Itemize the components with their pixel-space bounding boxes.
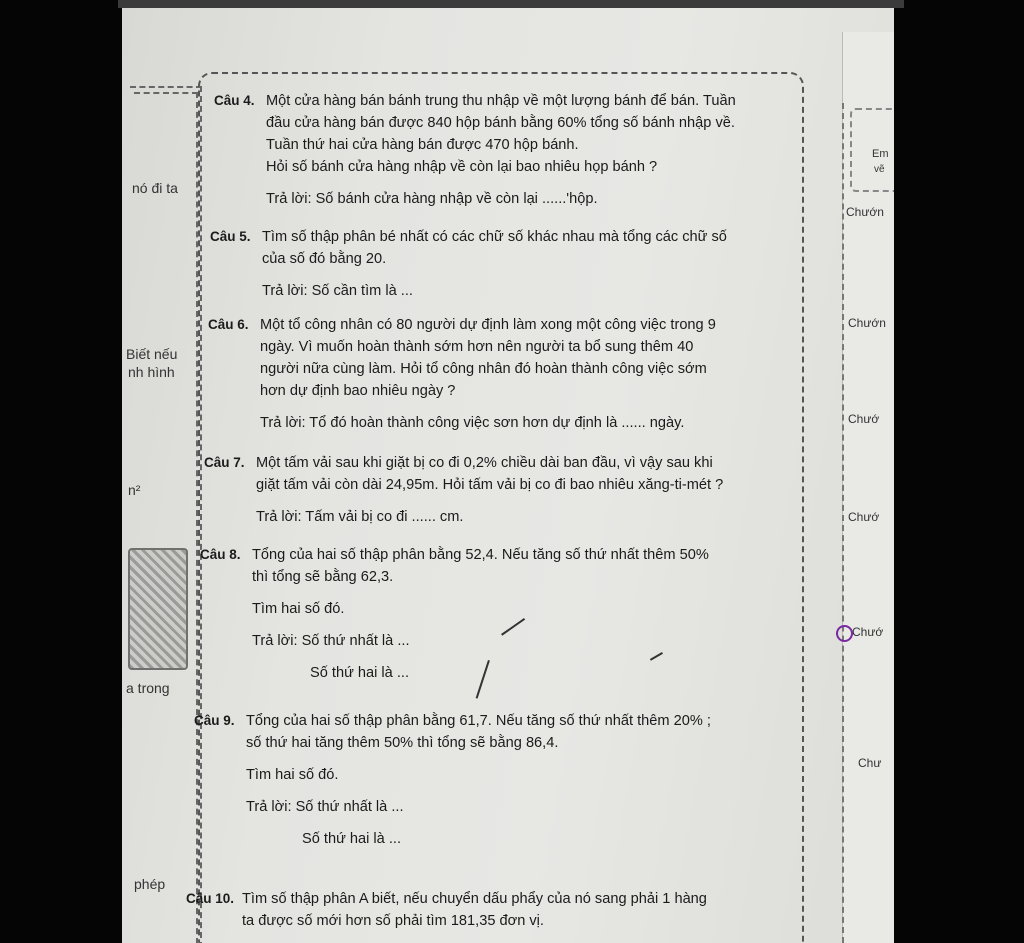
right-margin-text: Chướ bbox=[848, 510, 880, 524]
question-text: Tìm số thập phân A biết, nếu chuyển dấu phẩy của nó sang phải 1 hàng ta được số mới hơn số phải tìm 181,35 đơn vị. bbox=[242, 891, 707, 929]
answer-line: Trả lời: Tổ đó hoàn thành công việc sơn hơn dự định là ...... ngày. bbox=[260, 415, 685, 431]
instruction-line: Tìm hai số đó. bbox=[246, 767, 339, 783]
right-margin-text: Em bbox=[872, 148, 889, 160]
question-number: Câu 9. bbox=[194, 713, 235, 728]
question-number: Câu 8. bbox=[200, 547, 241, 562]
question-9 bbox=[194, 710, 804, 850]
question-10 bbox=[186, 888, 816, 932]
question-text: Một tấm vải sau khi giặt bị co đi 0,2% chiều dài ban đầu, vì vậy sau khi giặt tấm vải còn dài 24,95m. Hỏi tấm vải bị co đi bao nhiêu xăng-ti-mét ? bbox=[256, 455, 724, 493]
window-top-bar bbox=[118, 0, 904, 8]
left-margin-text: phép bbox=[134, 876, 166, 892]
left-margin-text: nh hình bbox=[128, 364, 175, 380]
answer-line: Trả lời: Số cần tìm là ... bbox=[262, 283, 413, 299]
right-margin-text: Chướ bbox=[852, 625, 884, 639]
answer-line: Trả lời: Số thứ nhất là ... bbox=[252, 633, 410, 649]
instruction-line: Tìm hai số đó. bbox=[252, 601, 345, 617]
question-number: Câu 6. bbox=[208, 317, 249, 332]
question-text: Một tổ công nhân có 80 người dự định làm xong một công việc trong 9 ngày. Vì muốn hoàn thành sớm hơn nên người ta bổ sung thêm 40 người nữa cùng làm. Hỏi tổ công nhân đó hoàn thành công việc sớm hơn dự định bao nhiêu ngày ? bbox=[260, 317, 716, 399]
question-7 bbox=[204, 452, 794, 528]
question-text: Một cửa hàng bán bánh trung thu nhập về một lượng bánh để bán. Tuần đầu cửa hàng bán được 840 hộp bánh bằng 60% tổng số bánh nhập về. Tuần thứ hai cửa hàng bán được 470 hộp bánh. Hỏi số bánh cửa hàng nhập về còn lại bao nhiêu họp bánh ? bbox=[266, 93, 736, 175]
answer-line-2: Số thứ hai là ... bbox=[310, 665, 410, 681]
left-page-frame-inner bbox=[134, 92, 198, 943]
right-margin-text: Chướn bbox=[848, 316, 886, 330]
left-margin-text: Biết nếu bbox=[126, 346, 178, 362]
answer-line: Trả lời: Số thứ nhất là ... bbox=[246, 799, 404, 815]
question-number: Câu 4. bbox=[214, 93, 255, 108]
question-number: Câu 7. bbox=[204, 455, 245, 470]
left-margin-text: a trong bbox=[126, 680, 170, 696]
question-4 bbox=[214, 90, 784, 210]
worksheet-photo bbox=[122, 8, 894, 943]
left-margin-text: nó đi ta bbox=[132, 180, 178, 196]
right-margin-text: Chư bbox=[858, 756, 882, 770]
question-number: Câu 10. bbox=[186, 891, 235, 906]
question-number: Câu 5. bbox=[210, 229, 251, 244]
question-text: Tìm số thập phân bé nhất có các chữ số khác nhau mà tổng các chữ số của số đó bằng 20. bbox=[262, 229, 727, 267]
purple-circle-mark bbox=[836, 625, 853, 642]
right-margin-text: Chướ bbox=[848, 412, 880, 426]
cartoon-illustration bbox=[128, 548, 188, 670]
question-text: Tổng của hai số thập phân bằng 61,7. Nếu tăng số thứ nhất thêm 20% ; số thứ hai tăng thêm 50% thì tổng sẽ bằng 86,4. bbox=[246, 713, 711, 751]
question-text: Tổng của hai số thập phân bằng 52,4. Nếu tăng số thứ nhất thêm 50% thì tổng sẽ bằng 62,3. bbox=[252, 547, 709, 585]
question-6 bbox=[208, 314, 788, 434]
answer-line-2: Số thứ hai là ... bbox=[302, 831, 402, 847]
left-margin-text: n² bbox=[128, 482, 141, 498]
question-8 bbox=[200, 544, 800, 684]
answer-line: Trả lời: Tấm vải bị co đi ...... cm. bbox=[256, 509, 464, 525]
right-margin-text: vẽ bbox=[874, 164, 885, 175]
question-5 bbox=[210, 226, 790, 302]
answer-line: Trả lời: Số bánh cửa hàng nhập về còn lại ......'hộp. bbox=[266, 191, 598, 207]
right-margin-text: Chướn bbox=[846, 205, 884, 219]
